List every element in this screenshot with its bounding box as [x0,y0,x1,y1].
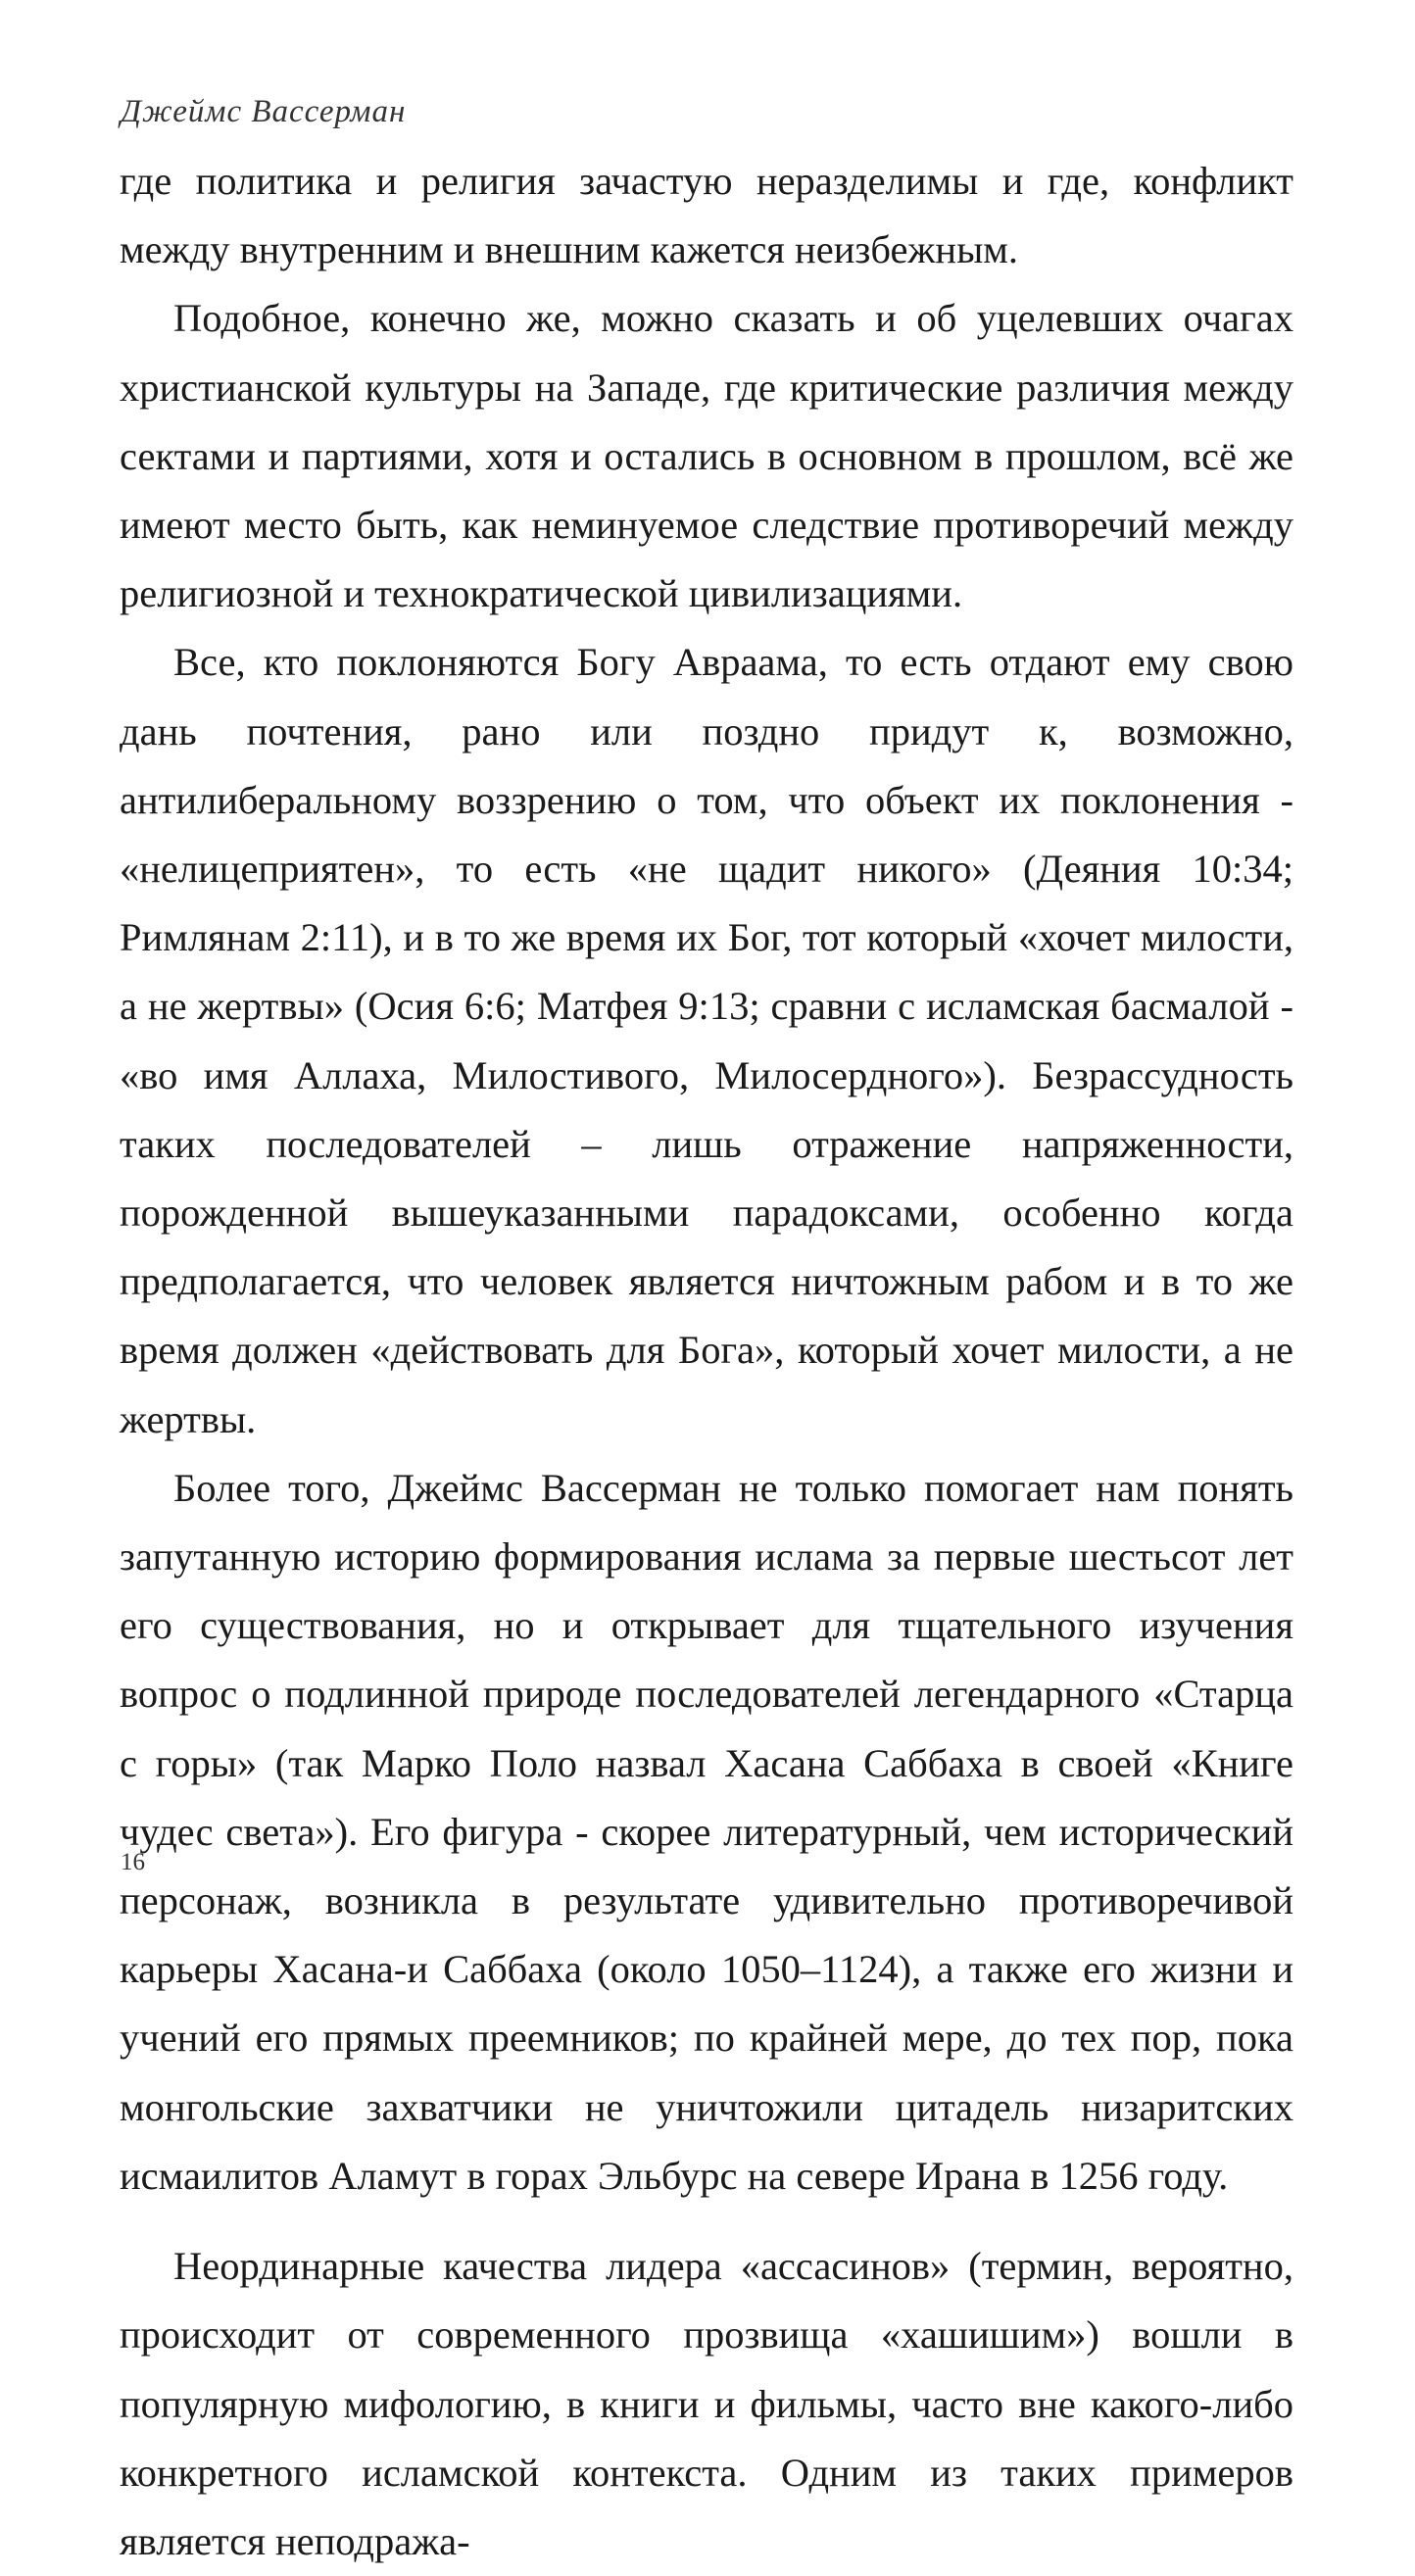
body-text [120,147,1293,2576]
paragraph-assassins-leader: Неординарные качества лидера «ассасинов» (термин, вероятно, происходит от современного прозвища «хашишим») вошли в популярную мифологию, в книги и фильмы, часто вне какого-либо конкретного исламской контекста. Одним из таких примеров является неподража- [120,2244,1293,2563]
running-header-author: Джеймс Вассерман [121,94,407,129]
paragraph-old-man-of-the-mountain: Более того, Джеймс Вассерман не только помогает нам понять запутанную историю формирования ислама за первые шестьсот лет его существования, но и открывает для тщательного изучения вопрос о подлинной природе последователей легендарного «Старца с горы» (так Марко Поло назвал Хасана Саббаха в своей «Книге чудес света»). Его фигура - скорее литературный, чем исторический персонаж, возникла в результате удивительно противоречивой карьеры Хасана-и Саббаха (около 1050–1124), а также его жизни и учений его прямых преемников; по крайней мере, до тех пор, пока монгольские захватчики не уничтожили цитадель низаритских исмаилитов Аламут в горах Эльбурс на севере Ирана в 1256 году. [120,1465,1293,2198]
paragraph-continuation: где политика и религия зачастую неразделимы и где, конфликт между внутренним и внешним кажется неизбежным. [120,159,1293,272]
paragraph-god-of-abraham: Все, кто поклоняются Богу Авраама, то есть отдают ему свою дань почтения, рано или поздно придут к, возможно, антилиберальному воззрению о том, что объект их поклонения - «нелицеприятен», то есть «не щадит никого» (Деяния 10:34; Римлянам 2:11), и в то же время их Бог, тот который «хочет милости, а не жертвы» (Осия 6:6; Матфея 9:13; сравни с исламская басмалой - «во имя Аллаха, Милостивого, Милосердного»). Безрассудность таких последователей – лишь отражение напряженности, порожденной вышеуказанными парадоксами, особенно когда предполагается, что человек является ничтожным рабом и в то же время должен «действовать для Бога», который хочет милости, а не жертвы. [120,640,1293,1441]
page-number: 16 [121,1849,145,1875]
paragraph-christian-culture: Подобное, конечно же, можно сказать и об уцелевших очагах христианской культуры на Западе, где критические различия между сектами и партиями, хотя и остались в основном в прошлом, всё же имеют место быть, как неминуемое следствие противоречий между религиозной и технократической цивилизациями. [120,296,1293,616]
